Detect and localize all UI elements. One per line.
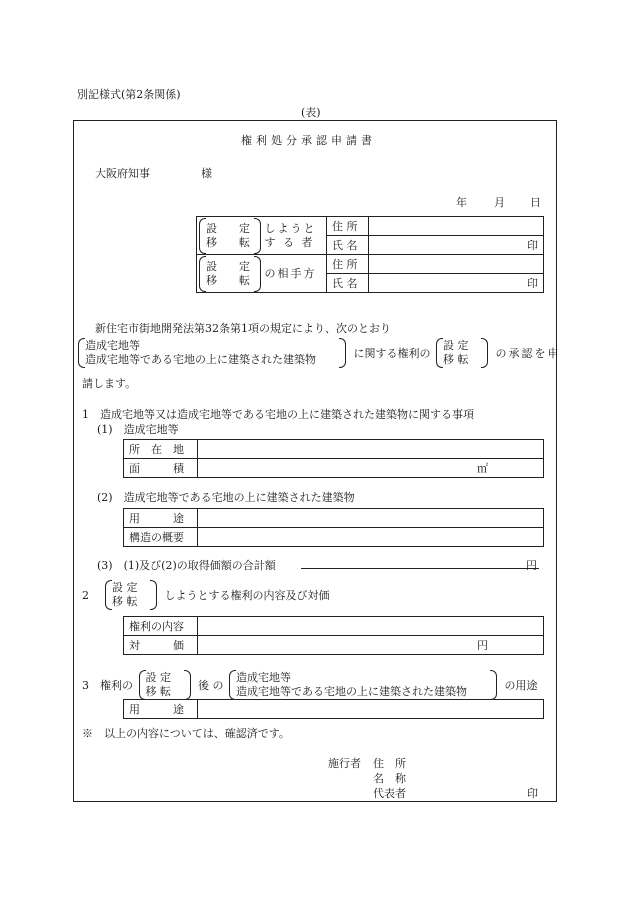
s3-use-field[interactable] [198,700,544,719]
intro-end-2: 請します。 [82,377,137,390]
sign-seal: 印 [527,787,538,800]
applicant-role [197,217,327,255]
partner-label: の相手方 [264,266,317,280]
s1-1-location-label: 所 在 地 [124,440,198,459]
section-3 [82,670,538,700]
sign-name: 名 称 [373,772,406,785]
s2-price-yen: 円 [198,636,544,655]
applicant-set: 設 定 [206,221,250,235]
s1-1-location-field[interactable] [198,440,544,459]
s1-2-use-field[interactable] [198,509,544,528]
addressee: 大阪府知事 [95,167,150,180]
form-label: 別記様式(第2条関係) [77,88,181,101]
intro-end: の承認を申 [495,347,561,360]
s1-2-outline-label: 構造の概要 [124,528,198,547]
sign-contractor: 施行者 [328,757,361,770]
date-year: 年 [456,196,467,209]
partner-transfer: 移 転 [206,273,250,287]
s3-table [123,699,544,719]
date-day: 日 [530,196,541,209]
party-table [196,216,544,293]
s3-option-1: 造成宅地等 [236,671,291,684]
intro-line: 新住宅市街地開発法第32条第1項の規定により、次のとおり [95,322,391,335]
partner-seal: 印 [369,274,544,293]
section-1-2: (2) 造成宅地等である宅地の上に建築された建築物 [97,491,355,504]
sign-address: 住 所 [373,757,406,770]
applicant-address-label: 住 所 [327,217,369,236]
applicant-transfer: 移 転 [206,235,250,249]
partner-name-label: 氏 名 [327,274,369,293]
s1-1-table [123,439,544,478]
applicant-name-label: 氏 名 [327,236,369,255]
s3-use-label: 用 途 [124,700,198,719]
s2-content-field[interactable] [198,617,544,636]
s2-price-label: 対 価 [124,636,198,655]
page-title: 権利処分承認申請書 [241,134,376,147]
s1-3-yen: 円 [526,559,537,572]
intro-option-1: 造成宅地等 [85,339,140,352]
applicant-suru: す る 者 [264,235,315,249]
s3-option-2: 造成宅地等である宅地の上に建築された建築物 [236,685,467,698]
partner-set: 設 定 [206,259,250,273]
s2-set: 設 定 [112,581,138,594]
intro-set: 設 定 [443,339,469,352]
intro-mid: に関する権利の [353,347,431,360]
s3-no: 3 権利の [82,679,133,692]
s1-2-table [123,508,544,547]
s1-1-area-unit: ㎡ [198,459,544,478]
applicant-seal: 印 [369,236,544,255]
section-2-no: 2 [82,589,89,602]
section-1-3: (3) (1)及び(2)の取得価額の合計額 [97,559,276,572]
applicant-shiyou: しようと [264,221,317,235]
s2-table [123,616,544,655]
intro-options [78,338,561,368]
applicant-address-field[interactable] [369,217,544,236]
section-1-title: 1 造成宅地等又は造成宅地等である宅地の上に建築された建築物に関する事項 [82,408,474,421]
partner-address-field[interactable] [369,255,544,274]
s3-transfer: 移 転 [145,685,171,698]
s3-after: 後 の [198,679,224,692]
section-2-options [105,580,330,610]
section-1-1: (1) 造成宅地等 [97,423,179,436]
side-label: (表) [301,106,321,119]
s2-transfer: 移 転 [112,595,138,608]
intro-transfer: 移 転 [443,353,469,366]
s1-1-area-label: 面 積 [124,459,198,478]
partner-address-label: 住 所 [327,255,369,274]
s3-set: 設 定 [145,671,171,684]
partner-role [197,255,327,293]
sign-rep: 代表者 [373,787,406,800]
intro-option-2: 造成宅地等である宅地の上に建築された建築物 [85,353,316,366]
date-month: 月 [494,196,505,209]
s2-content-label: 権利の内容 [124,617,198,636]
s3-end: の用途 [504,679,538,692]
s1-2-outline-field[interactable] [198,528,544,547]
note: ※ 以上の内容については、確認済です。 [82,727,290,740]
s2-text: しようとする権利の内容及び対価 [164,589,330,602]
addressee-sama: 様 [201,167,212,180]
s1-3-underline[interactable] [301,568,539,569]
s1-2-use-label: 用 途 [124,509,198,528]
